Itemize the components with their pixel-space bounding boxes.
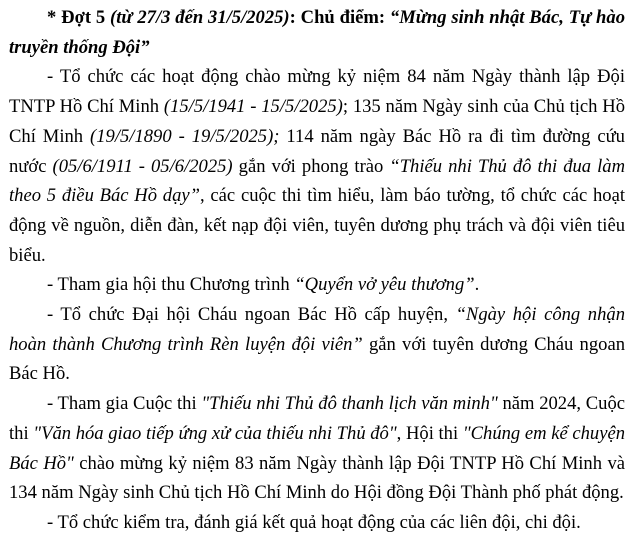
phase-dates: (từ 27/3 đến 31/5/2025) [110, 7, 290, 28]
paragraph-program: - Tham gia hội thu Chương trình “Quyển vở yêu thương”. [47, 274, 480, 296]
paragraph-congress: - Tổ chức Đại hội Cháu ngoan Bác Hồ cấp huyện, “Ngày hội công nhận hoàn thành Chương trình Rèn luyện đội viên” gắn với tuyên dương Cháu ngoan Bác Hồ. [9, 304, 625, 385]
paragraph-activities: - Tổ chức các hoạt động chào mừng kỷ niệm 84 năm Ngày thành lập Đội TNTP Hồ Chí Minh (15/5/1941 - 15/5/2025); 135 năm Ngày sinh của Chủ tịch Hồ Chí Minh (19/5/1890 - 19/5/2025); 114 năm ngày Bác Hồ ra đi tìm đường cứu nước (05/6/1911 - 05/6/2025) gắn với phong trào “Thiếu nhi Thủ đô thi đua làm theo 5 điều Bác Hồ dạy”, các cuộc thi tìm hiểu, làm báo tường, tổ chức các hoạt động về nguồn, diễn đàn, kết nạp đội viên, tuyên dương phụ trách và đội viên tiêu biểu. [9, 66, 626, 266]
topic-label: : Chủ điểm: [289, 7, 390, 28]
topic-title: “Mừng sinh nhật Bác, Tự hào truyền thống Đội” [9, 7, 625, 58]
phase-label: * Đợt 5 [47, 7, 111, 28]
paragraph-contests: - Tham gia Cuộc thi "Thiếu nhi Thủ đô thanh lịch văn minh" năm 2024, Cuộc thi "Văn hóa giao tiếp ứng xử của thiếu nhi Thủ đô", Hội thi "Chúng em kể chuyện Bác Hồ" chào mừng kỷ niệm 83 năm Ngày thành lập Đội TNTP Hồ Chí Minh và 134 năm Ngày sinh Chủ tịch Hồ Chí Minh do Hội đồng Đội Thành phố phát động. [9, 393, 626, 504]
paragraph-evaluation: - Tổ chức kiểm tra, đánh giá kết quả hoạt động của các liên đội, chi đội. [47, 511, 581, 533]
phase-heading [9, 3, 625, 62]
